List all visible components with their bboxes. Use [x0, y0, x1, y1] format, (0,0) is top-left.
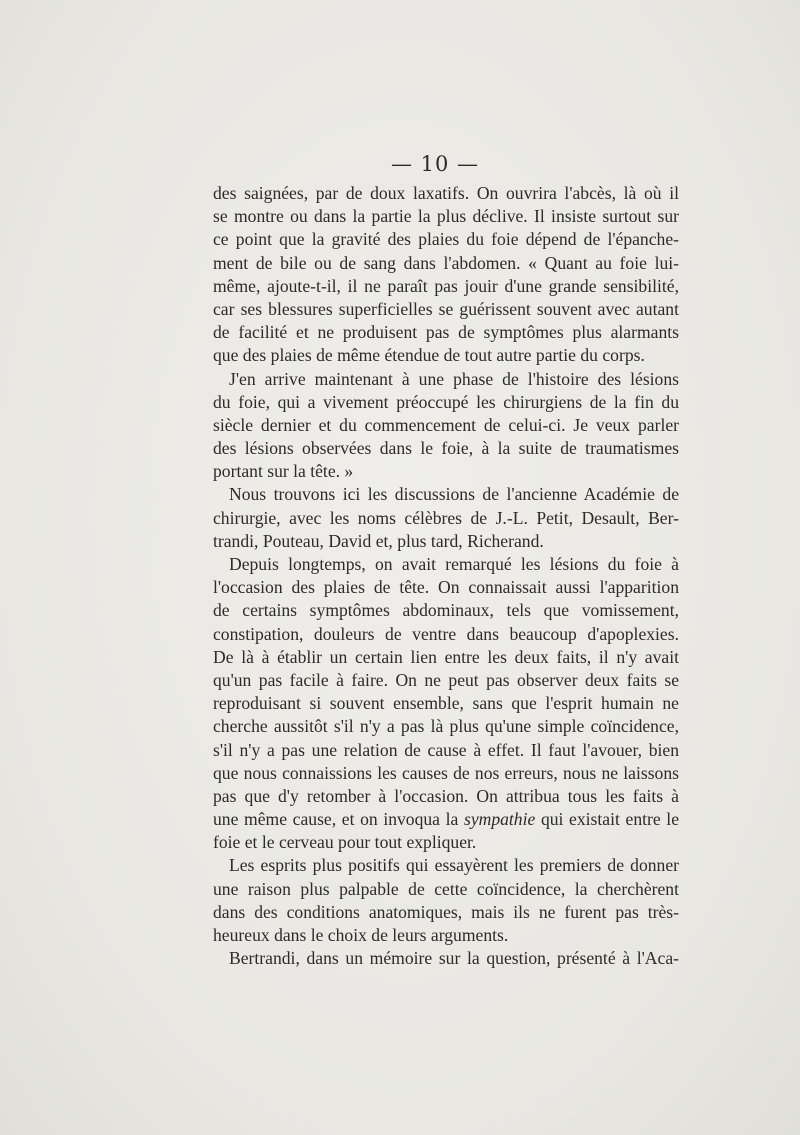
text-line: ce point que la gravité des plaies du foie dépend de l'épanche- — [213, 229, 679, 250]
text-line: Depuis longtemps, on avait remarqué les lésions du foie à — [229, 554, 679, 574]
text-line: qu'un pas facile à faire. On ne peut pas observer deux faits se — [213, 669, 679, 690]
text-line: de facilité et ne produisent pas de symptômes plus alarmants — [213, 322, 679, 343]
text-line: l'occasion des plaies de tête. On connaissait aussi l'apparition — [213, 577, 679, 598]
text-line: De là à établir un certain lien entre les deux faits, il n'y avait — [213, 646, 679, 667]
text-line: du foie, qui a vivement préoccupé les chirurgiens de la fin du — [213, 391, 679, 412]
body-text — [213, 182, 679, 970]
text-line: Les esprits plus positifs qui essayèrent les premiers de donner — [229, 855, 679, 876]
text-line: une raison plus palpable de cette coïncidence, la cherchèrent — [213, 878, 679, 899]
text-line: dans des conditions anatomiques, mais ils ne furent pas très- — [213, 901, 679, 922]
text-line: des saignées, par de doux laxatifs. On ouvrira l'abcès, là où il — [213, 183, 679, 203]
text-line: J'en arrive maintenant à une phase de l'histoire des lésions — [229, 368, 679, 389]
text-line: siècle dernier et du commencement de celui-ci. Je veux parler — [213, 414, 679, 435]
text-line: car ses blessures superficielles se guérissent souvent avec autant — [213, 298, 679, 319]
text-line: trandi, Pouteau, David et, plus tard, Richerand. — [213, 530, 544, 551]
text-line: chirurgie, avec les noms célèbres de J.-L. Petit, Desault, Ber- — [213, 507, 679, 528]
text-line: que nous connaissions les causes de nos erreurs, nous ne laissons — [213, 762, 679, 783]
text-line: des lésions observées dans le foie, à la suite de traumatismes — [213, 438, 679, 459]
text-line: portant sur la tête. » — [213, 461, 354, 482]
text-line: Bertrandi, dans un mémoire sur la question, présenté à l'Aca- — [229, 948, 679, 969]
text-line: que des plaies de même étendue de tout autre partie du corps. — [213, 345, 645, 366]
text-line: foie et le cerveau pour tout expliquer. — [213, 832, 477, 853]
text-line: heureux dans le choix de leurs arguments. — [213, 925, 509, 945]
text-line: même, ajoute-t-il, il ne paraît pas jouir d'une grande sensibilité, — [213, 275, 679, 296]
text-line: cherche aussitôt s'il n'y a pas là plus qu'une simple coïncidence, — [213, 716, 679, 737]
text-line: une même cause, et on invoqua la sympathie qui existait entre le — [213, 809, 679, 830]
page-number: — 10 — — [390, 152, 480, 176]
text-line: de certains symptômes abdominaux, tels que vomissement, — [213, 600, 679, 621]
text-line: pas que d'y retomber à l'occasion. On attribua tous les faits à — [213, 785, 679, 806]
text-line: se montre ou dans la partie la plus déclive. Il insiste surtout sur — [213, 206, 679, 227]
text-line: ment de bile ou de sang dans l'abdomen. « Quant au foie lui- — [213, 252, 679, 273]
text-line: s'il n'y a pas une relation de cause à effet. Il faut l'avouer, bien — [213, 739, 679, 760]
text-line: Nous trouvons ici les discussions de l'ancienne Académie de — [229, 484, 679, 505]
text-line: reproduisant si souvent ensemble, sans que l'esprit humain ne — [213, 693, 679, 714]
italic-term: sympathie — [463, 809, 536, 830]
text-line: constipation, douleurs de ventre dans beaucoup d'apoplexies. — [213, 623, 679, 644]
